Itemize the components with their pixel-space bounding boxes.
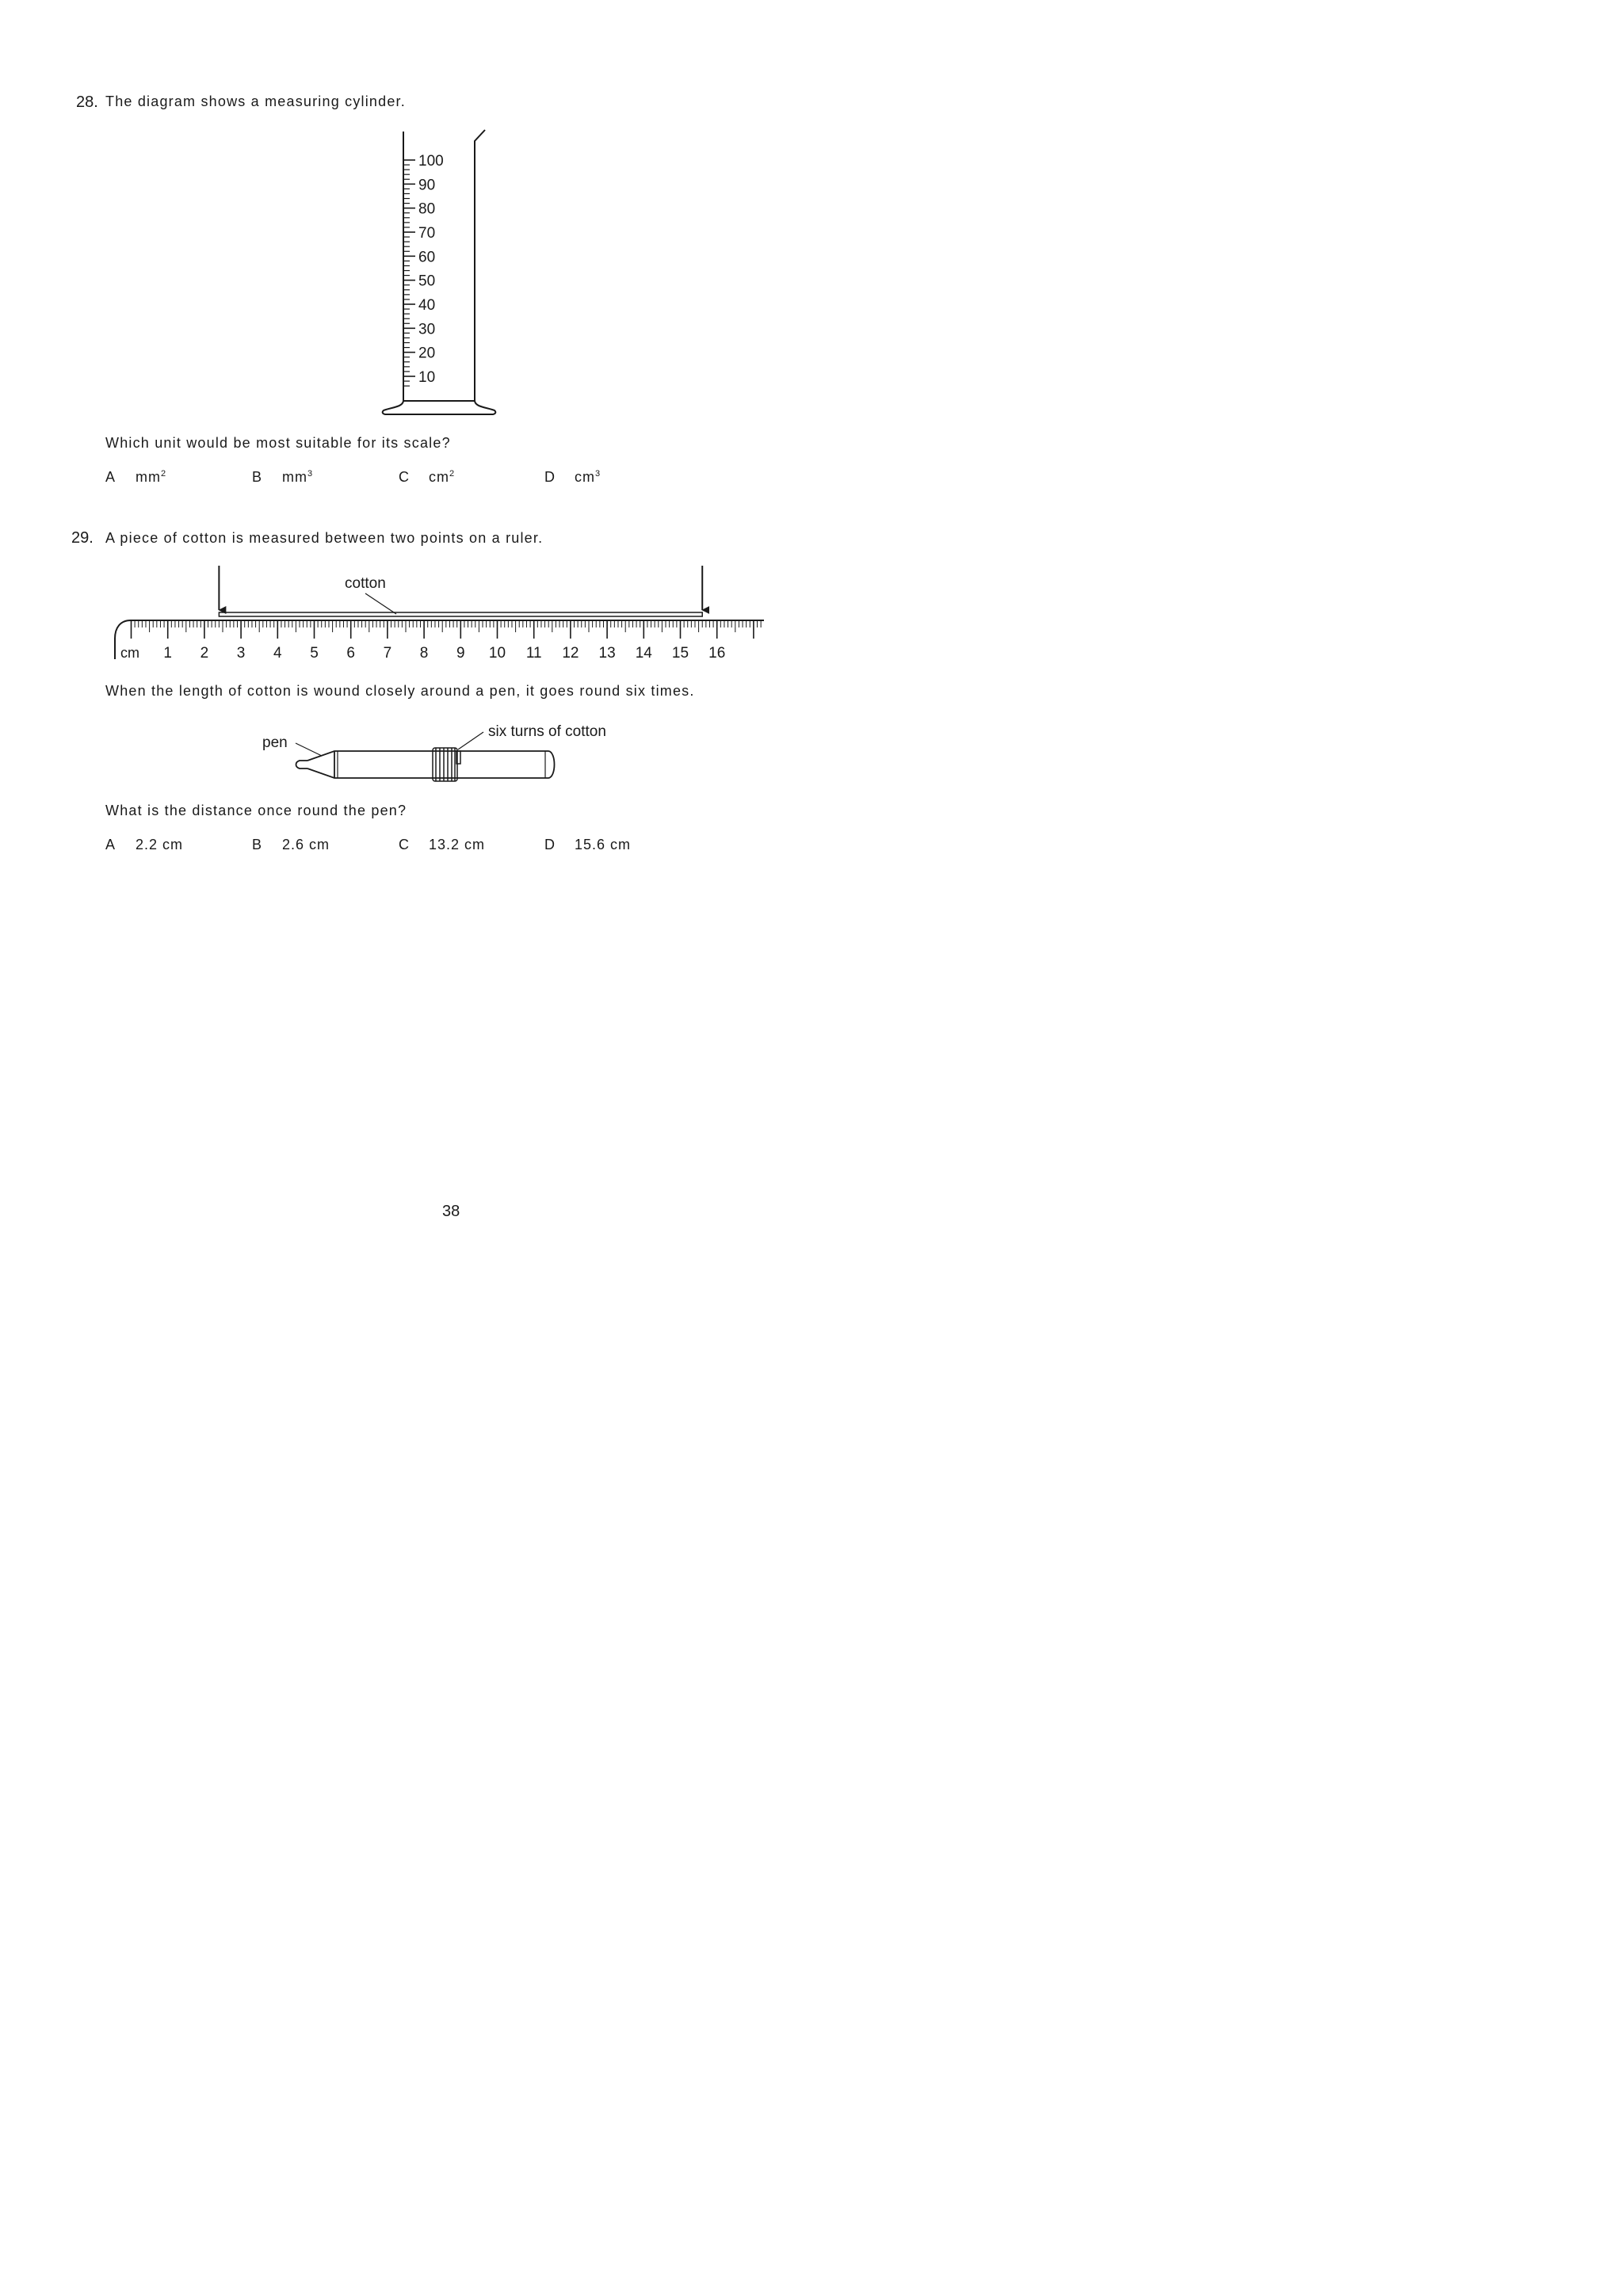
option-letter: C bbox=[399, 469, 410, 485]
question-29-number: 29. bbox=[71, 529, 94, 547]
cylinder-scale-label: 40 bbox=[418, 297, 436, 314]
question-29-wound-text: When the length of cotton is wound closely around a pen, it goes round six times. bbox=[105, 683, 695, 699]
question-28-prompt: Which unit would be most suitable for its scale? bbox=[105, 435, 451, 451]
pen-diagram bbox=[0, 0, 878, 792]
ruler-number: 12 bbox=[562, 645, 579, 662]
option-letter: A bbox=[105, 837, 116, 852]
option-text: 2.2 cm bbox=[136, 837, 184, 852]
option-unit: cm bbox=[575, 469, 595, 485]
option-text: 2.6 cm bbox=[282, 837, 330, 852]
question-28-stem: The diagram shows a measuring cylinder. bbox=[105, 93, 406, 109]
pen-tip bbox=[296, 761, 308, 769]
cylinder-scale-label: 50 bbox=[418, 273, 436, 290]
option-letter: D bbox=[544, 469, 556, 485]
option-29-d[interactable] bbox=[544, 837, 631, 853]
ruler-unit-label: cm bbox=[120, 645, 139, 661]
pen-leader-line bbox=[296, 743, 322, 756]
option-letter: B bbox=[252, 469, 263, 485]
pen-nose bbox=[307, 751, 349, 778]
option-29-a[interactable] bbox=[105, 837, 183, 853]
ruler-number: 3 bbox=[236, 645, 246, 662]
cylinder-scale-label: 90 bbox=[418, 177, 436, 194]
cylinder-scale-label: 30 bbox=[418, 321, 436, 338]
ruler-number: 8 bbox=[419, 645, 429, 662]
option-unit: mm bbox=[136, 469, 161, 485]
ruler-number: 6 bbox=[346, 645, 355, 662]
cylinder-scale-label: 60 bbox=[418, 249, 436, 266]
ruler-number: 2 bbox=[200, 645, 209, 662]
option-text: 15.6 cm bbox=[575, 837, 632, 852]
ruler-number: 16 bbox=[708, 645, 726, 662]
cylinder-scale-label: 20 bbox=[418, 345, 436, 362]
pen-label: pen bbox=[262, 734, 288, 751]
cylinder-scale-label: 70 bbox=[418, 225, 436, 242]
ruler-number: 10 bbox=[488, 645, 506, 662]
option-letter: B bbox=[252, 837, 263, 852]
option-power: 2 bbox=[449, 469, 455, 479]
option-text: 13.2 cm bbox=[429, 837, 486, 852]
page-number: 38 bbox=[442, 1203, 460, 1220]
option-power: 3 bbox=[307, 469, 313, 479]
ruler-number: 14 bbox=[635, 645, 652, 662]
ruler-number: 4 bbox=[273, 645, 282, 662]
ruler-number: 1 bbox=[163, 645, 172, 662]
cotton-turns bbox=[433, 748, 460, 781]
option-letter: D bbox=[544, 837, 556, 852]
question-28-number: 28. bbox=[76, 93, 98, 111]
question-29-prompt: What is the distance once round the pen? bbox=[105, 803, 407, 818]
ruler-number: 15 bbox=[671, 645, 689, 662]
option-unit: mm bbox=[282, 469, 307, 485]
cylinder-scale-label: 10 bbox=[418, 369, 436, 386]
turns-label: six turns of cotton bbox=[488, 723, 606, 740]
option-letter: C bbox=[399, 837, 410, 852]
option-power: 3 bbox=[595, 469, 601, 479]
option-letter: A bbox=[105, 469, 116, 485]
question-29-stem: A piece of cotton is measured between two points on a ruler. bbox=[105, 530, 544, 546]
cylinder-scale-label: 80 bbox=[418, 200, 436, 218]
cotton-label: cotton bbox=[345, 575, 386, 592]
ruler-number: 13 bbox=[598, 645, 616, 662]
ruler-number: 9 bbox=[456, 645, 465, 662]
ruler-number: 5 bbox=[310, 645, 319, 662]
option-29-c[interactable] bbox=[399, 837, 485, 853]
ruler-number: 7 bbox=[383, 645, 392, 662]
ruler-number: 11 bbox=[525, 645, 542, 662]
cylinder-scale-label: 100 bbox=[418, 153, 444, 170]
option-power: 2 bbox=[161, 469, 166, 479]
option-unit: cm bbox=[429, 469, 449, 485]
option-29-b[interactable] bbox=[252, 837, 330, 853]
turns-leader-line bbox=[458, 732, 483, 749]
